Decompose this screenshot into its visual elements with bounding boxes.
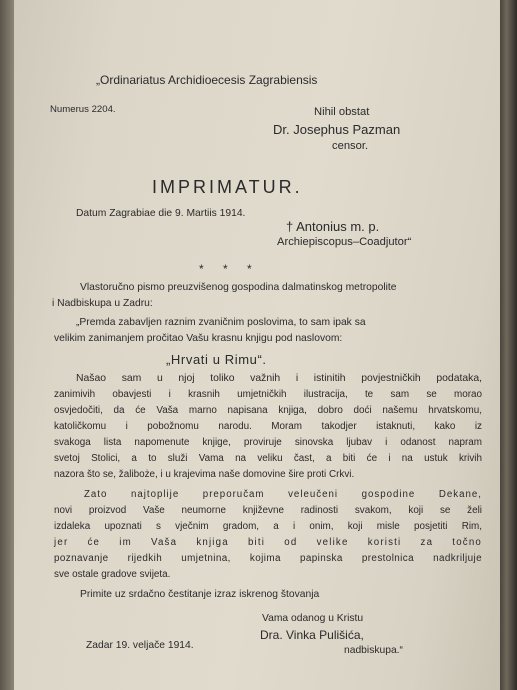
signer-name: † Antonius m. p. xyxy=(286,219,380,234)
paragraph-1-line: nazora što se, žaliboże, i u krajevima naše domovine šire proti Crkvi. xyxy=(54,469,355,480)
paragraph-2-line: Zato najtoplije preporučam veleučeni gospodine Dekane, xyxy=(84,489,482,500)
signature: Dra. Vinka Pulišića, xyxy=(260,628,364,642)
nihil-obstat: Nihil obstat xyxy=(314,106,370,118)
ornament: * * * xyxy=(199,262,260,276)
closing-line: Primite uz srdačno čestitanje izraz iskrenog štovanja xyxy=(80,589,320,600)
book-page xyxy=(14,0,500,690)
datum-line: Datum Zagrabiae die 9. Martiis 1914. xyxy=(76,208,246,219)
censor-title: censor. xyxy=(332,140,369,152)
imprimatur-title: IMPRIMATUR. xyxy=(152,177,303,197)
paragraph-2-line: poznavanje rijedkih umjetnina, kojima papinska prestolnica nadkriljuje xyxy=(54,553,482,564)
paragraph-1-line: osvjedočiti, da će Vaša marno napisana knjiga, dobro doći našemu hrvatskomu, xyxy=(54,405,482,416)
paragraph-2-line: novi proizvod Vaše neumorne književne radinosti svakom, koji se želi xyxy=(54,505,482,516)
paragraph-1-line: svetoj Stolici, a to služi Vama na veliku čast, a biti će i na ustuk krivih xyxy=(54,453,482,464)
quote-line-2: velikim zanimanjem pročitao Vašu krasnu knjigu pod naslovom: xyxy=(54,333,343,344)
paragraph-2-line: izdaleka upoznati s vječnim gradom, a i onim, koji misle posjetiti Rim, xyxy=(54,521,482,532)
ordinariate-line: „Ordinariatus Archidioecesis Zagrabiensis xyxy=(96,73,318,87)
paragraph-2-line: jer će im Vaša knjiga biti od velike koristi za točno xyxy=(54,537,482,548)
paragraph-1-line: svakoga lista napomenute knjige, proviruje sinovska ljubav i odanost napram xyxy=(54,437,482,448)
paragraph-1-line: Našao sam u njoj toliko važnih i istinitih povjestničkih podataka, xyxy=(76,373,482,384)
censor-name: Dr. Josephus Pazman xyxy=(273,122,401,137)
book-gutter xyxy=(0,0,14,690)
signer-title: Archiepiscopus–Coadjutor“ xyxy=(277,236,412,248)
quote-line-1: „Premda zabavljen raznim zvaničnim poslovima, to sam ipak sa xyxy=(76,317,366,328)
paragraph-1-line: zanimivih obavjesti i krasnih umjetničkih ilustracija, te sam se morao xyxy=(54,389,482,400)
book-spine xyxy=(500,0,517,690)
numerus: Numerus 2204. xyxy=(50,104,116,115)
valediction: Vama odanog u Kristu xyxy=(262,613,364,624)
paragraph-2-line: sve ostale gradove svijeta. xyxy=(54,569,171,580)
place-date: Zadar 19. veljače 1914. xyxy=(86,640,194,651)
letter-intro-1: Vlastoručno pismo preuzvišenog gospodina dalmatinskog metropolite xyxy=(80,282,397,293)
book-title: „Hrvati u Rimu“. xyxy=(166,352,267,367)
letter-intro-2: i Nadbiskupa u Zadru: xyxy=(52,298,153,309)
paragraph-1-line: katoličkomu i pobožnomu narodu. Moram takodjer istaknuti, kako iz xyxy=(54,421,482,432)
signature-title: nadbiskupa.“ xyxy=(344,645,403,656)
